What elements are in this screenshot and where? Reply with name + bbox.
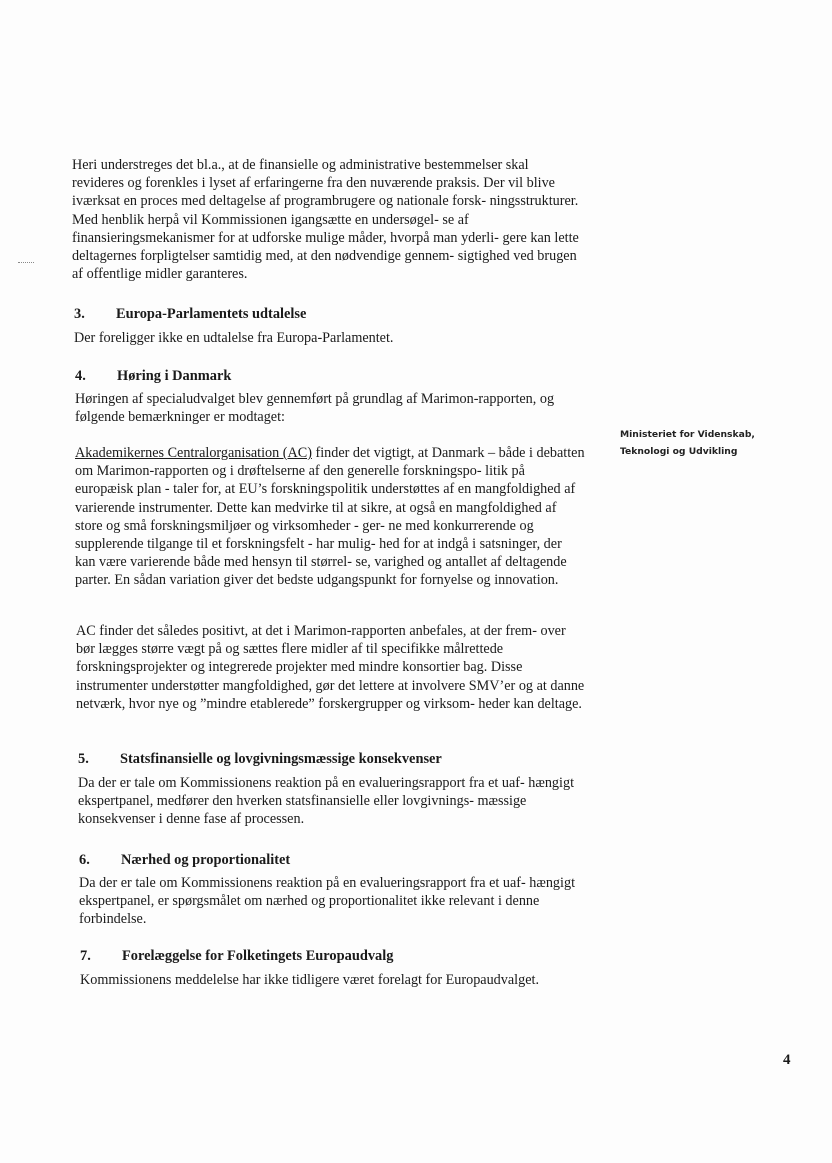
ministry-sidebar [620,426,825,460]
section-3-body: Der foreligger ikke en udtalelse fra Europa-Parlamentet. [74,330,394,346]
section-number: 7. [80,948,91,964]
section-number: 6. [79,852,90,868]
section-4-intro: Høringen af specialudvalget blev gennemført på grundlag af Marimon-rapporten, og følgende bemærkninger er modtaget: [75,391,555,426]
section-title: Høring i Danmark [117,368,232,384]
section-5-heading [78,750,442,768]
section-title: Europa-Parlamentets udtalelse [116,306,307,322]
page-number: 4 [783,1052,791,1068]
section-3-heading [74,305,306,323]
section-title: Statsfinansielle og lovgivningsmæssige konsekvenser [120,751,442,767]
section-title: Forelæggelse for Folketingets Europaudvalg [122,948,394,964]
ministry-line-1: Ministeriet for Videnskab, [620,429,755,440]
ac-organisation-name: Akademikernes Centralorganisation (AC) [75,445,312,461]
section-title: Nærhed og proportionalitet [121,852,291,868]
section-7-body: Kommissionens meddelelse har ikke tidligere været forelagt for Europaudvalget. [80,972,539,988]
ac-paragraph-1 [75,444,585,590]
intro-paragraph: Heri understreges det bl.a., at de finansielle og administrative bestemmelser skal revideres og forenkles i lyset af erfaringerne fra den nuværende praksis. Der vil blive iværksat en proces med deltagelse af programbrugere og nationale forsk- ningsstrukturer. Med henblik herpå vil Kommissionen igangsætte en undersøgel- se af finansieringsmekanismer for at udforske mulige måder, hvorpå man yderli- gere kan lette deltagernes forpligtelser samtidig med, at den nødvendige gennem- sigtighed ved brugen af offentlige midler garanteres. [72,157,579,283]
section-number: 4. [75,368,86,384]
section-6-body: Da der er tale om Kommissionens reaktion på en evalueringsrapport fra et uaf- hængigt ekspertpanel, er spørgsmålet om nærhed og proportionalitet ikke relevant i denne forbindelse. [79,875,576,928]
scan-artifact [18,262,34,266]
section-5-body: Da der er tale om Kommissionens reaktion på en evalueringsrapport fra et uaf- hængigt ekspertpanel, medfører den hverken statsfinansielle eller lovgivnings- mæssige konsekvenser i denne fase af processen. [78,775,575,828]
section-7-heading [80,947,393,965]
section-number: 5. [78,751,89,767]
ac-paragraph-1-text: finder det vigtigt, at Danmark – både i debatten om Marimon-rapporten og i drøftelserne af den generelle forskningspo- litik på europæisk plan - taler for, at EU’s forskningspolitik understøttes af en mangfoldighed af varierende instrumenter. Dette kan medvirke til at sikre, at også en mangfoldighed af store og små forskningsmiljøer og virksomheder - ger- ne med konkurrerende og supplerende tilgange til et forskningsfelt - har mulig- hed for at indgå i satsninger, der kan være varierende både med hensyn til størrel- se, varighed og antallet af deltagende parter. En sådan variation giver det bedste udgangspunkt for fornyelse og innovation. [75,445,585,589]
section-number: 3. [74,306,85,322]
section-4-heading [75,367,231,385]
ac-paragraph-2: AC finder det således positivt, at det i Marimon-rapporten anbefales, at der frem- over bør lægges større vægt på og sættes flere midler af til specifikke målrettede forskningsprojekter og integrerede projekter med mindre konsortier bag. Disse instrumenter understøtter mangfoldighed, gør det lettere at involvere SMV’er og at danne netværk, hvor nye og ”mindre etablerede” forskergrupper og virksom- heder kan deltage. [76,623,585,712]
section-6-heading [79,851,290,869]
ministry-line-2: Teknologi og Udvikling [620,446,738,457]
